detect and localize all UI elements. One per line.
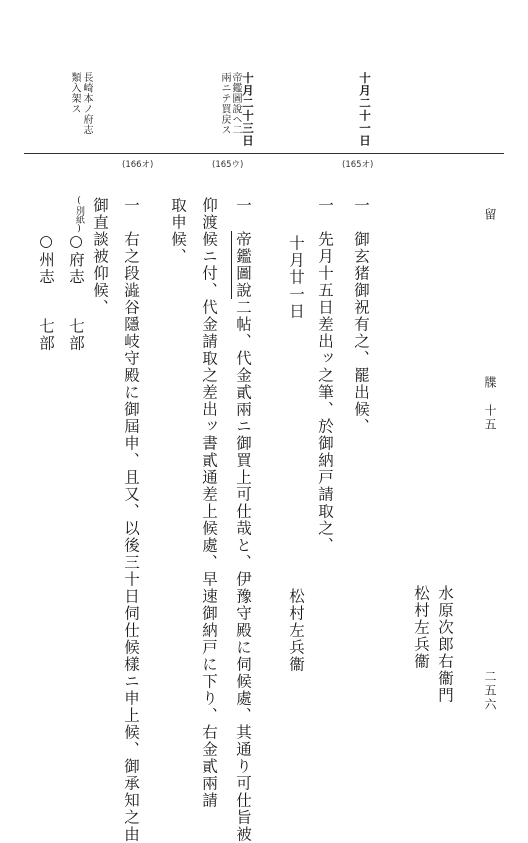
text-line-1: 一 御玄猪御祝有之、罷出候、 xyxy=(352,197,370,435)
ref-166o: (166オ) xyxy=(122,160,154,170)
list-item-2-name: ○州志 xyxy=(37,232,55,286)
text-line-4-book-title: 帝鑑圖說 xyxy=(231,231,252,299)
ref-165o: (165オ) xyxy=(342,160,374,170)
sender-name-mid: 松村左兵衞 xyxy=(287,588,305,673)
text-line-2: 一 先月十五日差出ッ之筆、於御納戸請取之、 xyxy=(316,197,334,554)
text-line-4a: 一 xyxy=(234,197,252,231)
list-item-1-count: 七部 xyxy=(67,318,85,352)
text-line-3: 十月廿一日 xyxy=(287,235,305,320)
text-line-7: 一 右之段澁谷隱岐守殿に御屆申、且又、以後三十日伺仕候樣ニ申上候、御承知之由 xyxy=(122,197,140,843)
text-line-5: 仰渡候ニ付、代金請取之差出ッ書貳通差上候處、早速御納戸に下り、右金貳兩請 xyxy=(200,197,218,809)
text-line-6: 取申候、 xyxy=(169,197,187,265)
text-line-8: 御直談被仰候、 xyxy=(91,197,109,316)
sender-name-1: 水原次郎右衞門 xyxy=(436,585,454,704)
list-item-1-name: ○府志 xyxy=(67,232,85,286)
list-item-2-count: 七部 xyxy=(37,318,55,352)
text-line-4c: 二帖、代金貳兩ニ御買上可仕哉と、伊豫守殿に伺候處、其通り可仕旨被 xyxy=(234,299,252,843)
page-number: 二五六 xyxy=(483,670,497,712)
heading-note-3a: 長崎本ノ府志 xyxy=(81,72,92,135)
list-note: (別紙) xyxy=(74,196,84,234)
heading-note-2a: 帝鑑圖說ヘ二 xyxy=(230,72,241,135)
heading-note-3b: 類入架ス xyxy=(69,72,80,114)
heading-date-2: 十月二十三日 xyxy=(241,72,255,147)
heading-date-1: 十月二十一日 xyxy=(358,72,372,147)
section-title: 留 牒 十五 xyxy=(483,208,497,432)
text-line-4 xyxy=(235,197,251,843)
heading-note-2b: 兩ニテ買戻ス xyxy=(219,72,230,135)
divider-rule xyxy=(24,153,504,154)
ref-165u: (165ウ) xyxy=(212,160,244,170)
sender-name-2: 松村左兵衞 xyxy=(412,585,430,670)
